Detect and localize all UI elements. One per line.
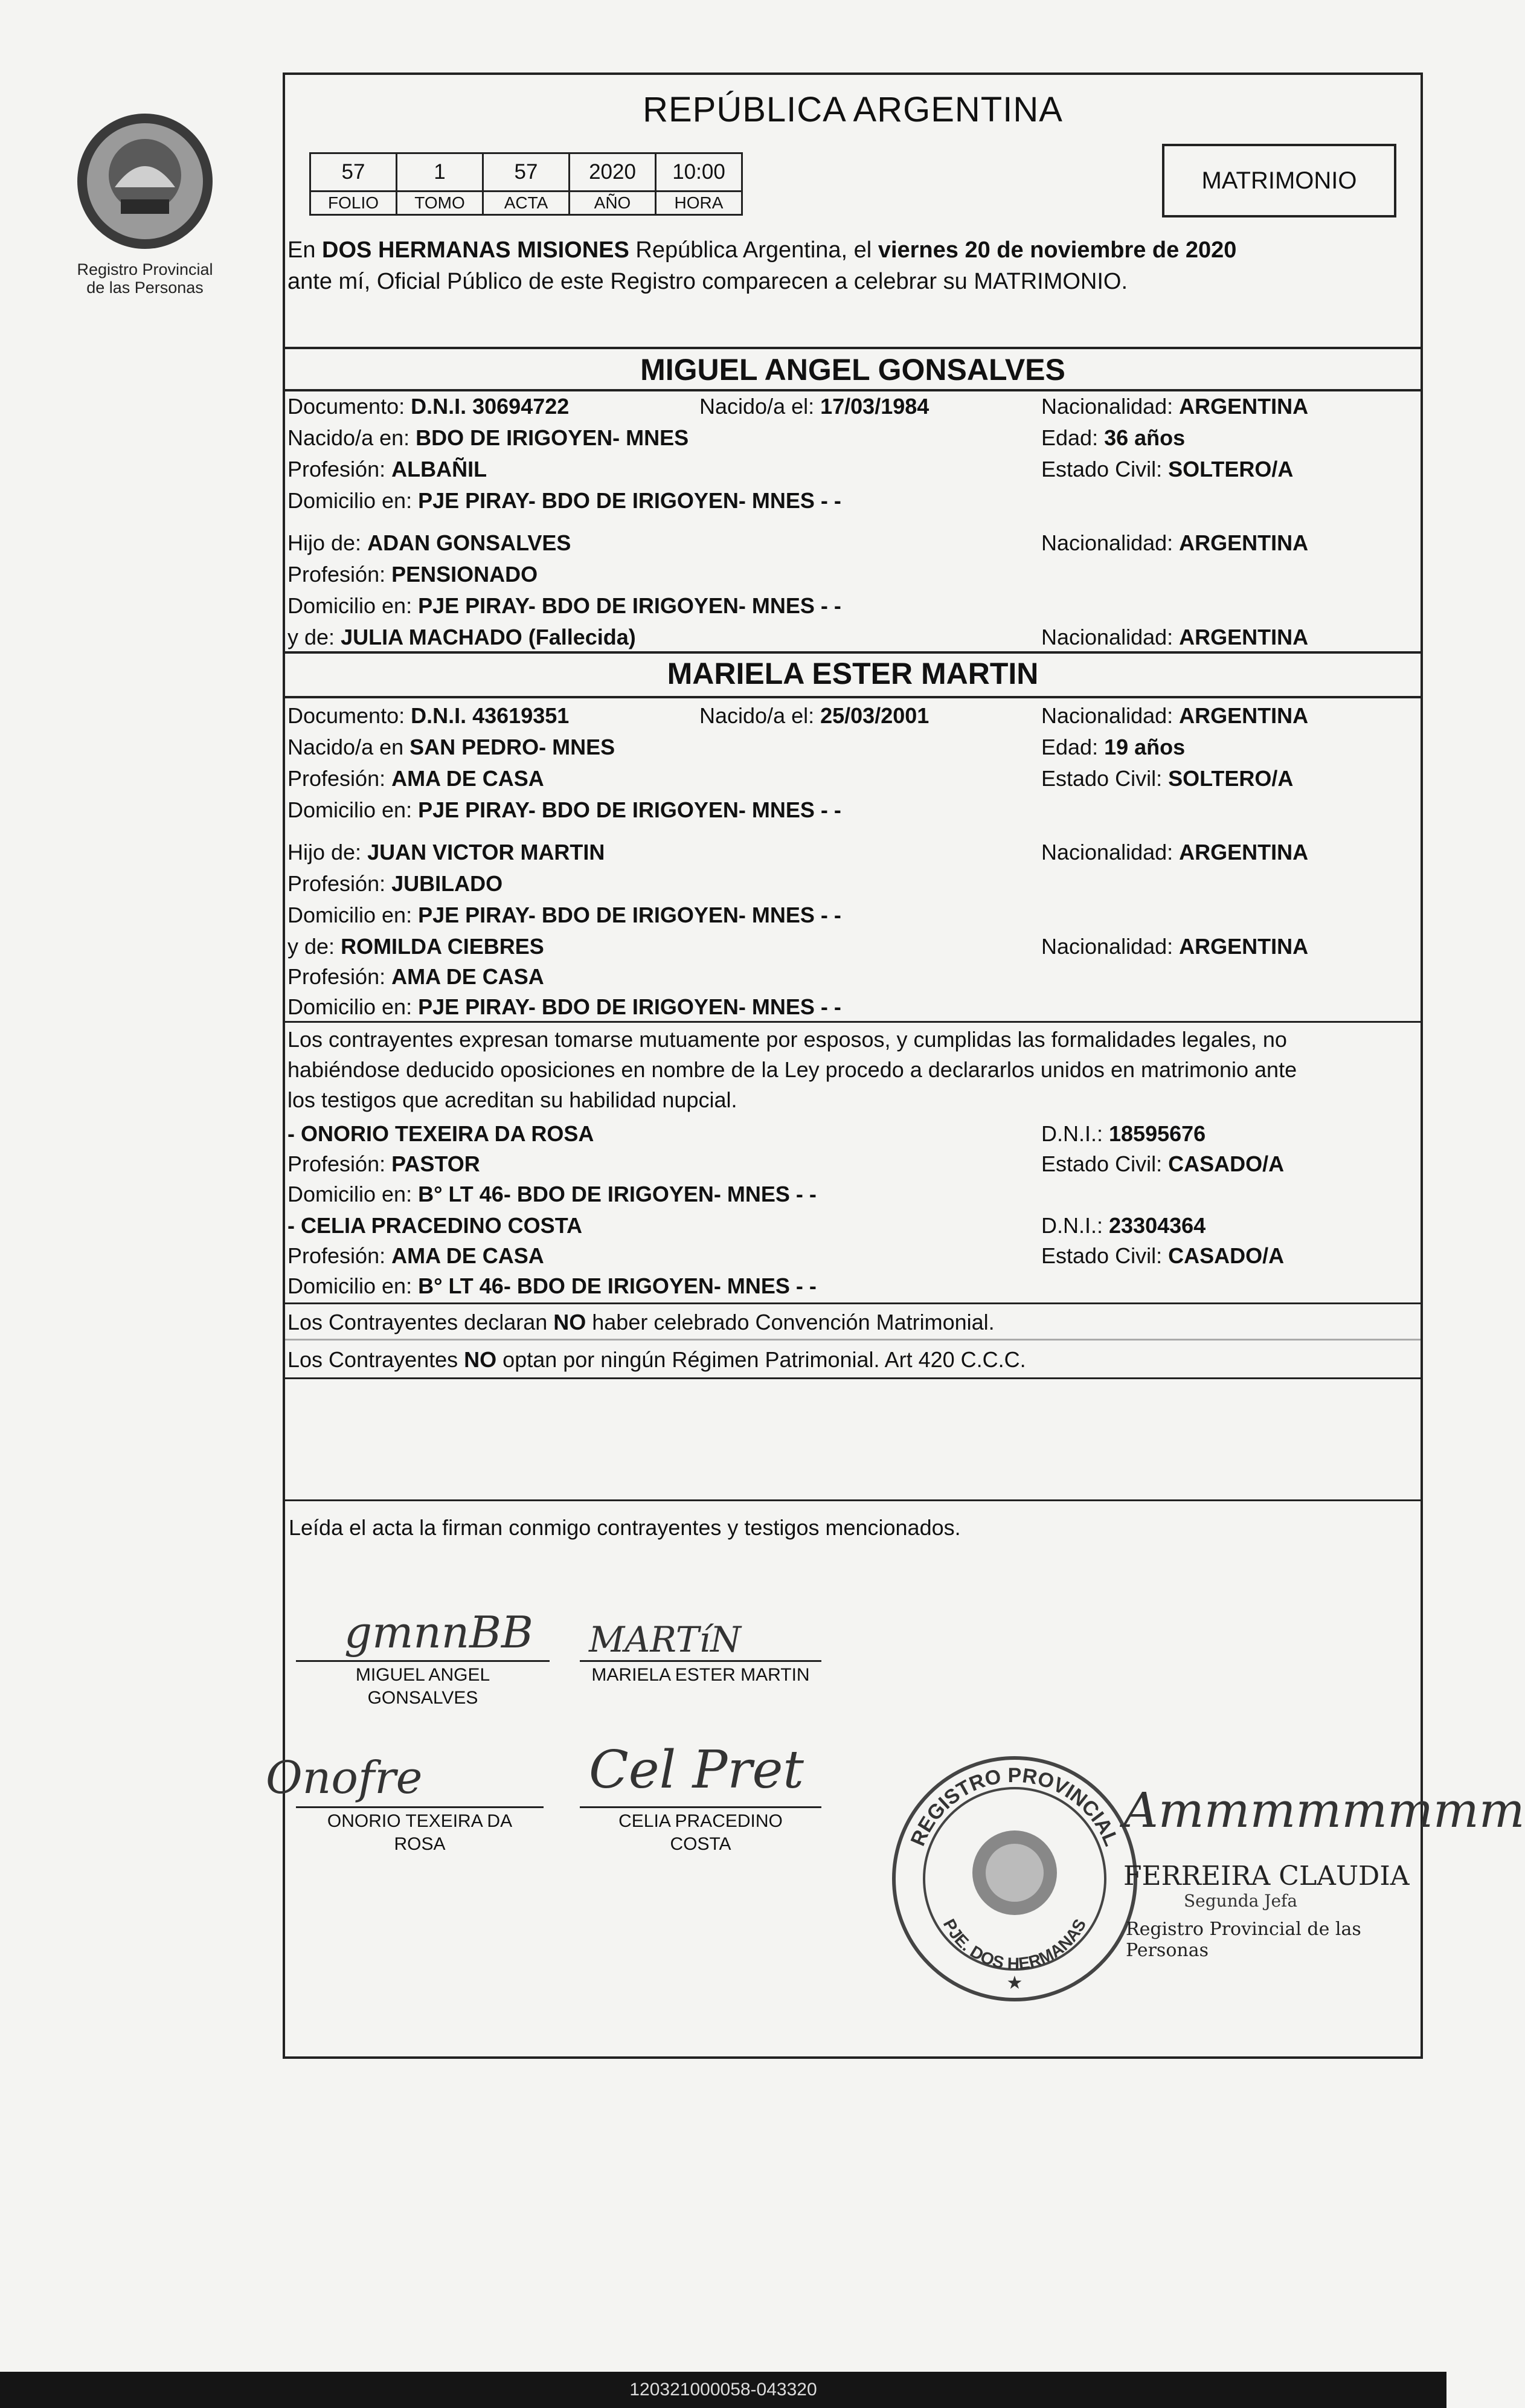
bride-born: Nacido/a el: 25/03/2001 — [699, 703, 929, 728]
hora-label: HORA — [656, 192, 742, 215]
bride-father-nationality: Nacionalidad: ARGENTINA — [1041, 840, 1309, 864]
witness-1-civil-status: Estado Civil: CASADO/A — [1041, 1151, 1285, 1176]
page-title: REPÚBLICA ARGENTINA — [643, 90, 1063, 129]
closing-text: Leída el acta la firman conmigo contrayentes y testigos mencionados. — [289, 1515, 961, 1540]
divider — [283, 1302, 1423, 1304]
seal-icon — [888, 1752, 1141, 2006]
convention-statement: Los Contrayentes declaran NO haber celebrado Convención Matrimonial. — [287, 1310, 995, 1334]
signature-caption-bride: MARIELA ESTER MARTIN — [591, 1665, 810, 1685]
witness-1-profession: Profesión: PASTOR — [287, 1151, 480, 1176]
groom-father-address: Domicilio en: PJE PIRAY- BDO DE IRIGOYEN- MNES - - — [287, 593, 841, 618]
bride-address: Domicilio en: PJE PIRAY- BDO DE IRIGOYEN- MNES - - — [287, 797, 841, 822]
groom-mother: y de: JULIA MACHADO (Fallecida) — [287, 625, 636, 649]
signature-line — [580, 1806, 821, 1808]
registry-label: Registro Provincial de las Personas — [77, 260, 213, 297]
folio-value: 57 — [310, 153, 397, 192]
bride-father: Hijo de: JUAN VICTOR MARTIN — [287, 840, 605, 864]
bride-mother-address: Domicilio en: PJE PIRAY- BDO DE IRIGOYEN- MNES - - — [287, 994, 841, 1019]
intro-place: DOS HERMANAS MISIONES — [322, 237, 629, 263]
groom-nationality: Nacionalidad: ARGENTINA — [1041, 394, 1309, 419]
declaration-line: habiéndose deducido oposiciones en nombre de la Ley procedo a declararlos unidos en matrimonio ante — [287, 1057, 1297, 1082]
register-table — [309, 152, 743, 216]
tomo-value: 1 — [397, 153, 483, 192]
groom-profession: Profesión: ALBAÑIL — [287, 457, 487, 481]
hora-value: 10:00 — [656, 153, 742, 192]
bride-name: MARIELA ESTER MARTIN — [667, 657, 1039, 691]
witness-2-dni: D.N.I.: 23304364 — [1041, 1213, 1206, 1238]
bride-civil-status: Estado Civil: SOLTERO/A — [1041, 766, 1294, 791]
witness-2-civil-status: Estado Civil: CASADO/A — [1041, 1243, 1285, 1268]
folio-label: FOLIO — [310, 192, 397, 215]
registry-logo — [72, 109, 217, 297]
groom-born: Nacido/a el: 17/03/1984 — [699, 394, 929, 419]
divider — [283, 651, 1423, 654]
bride-mother-profession: Profesión: AMA DE CASA — [287, 964, 544, 989]
groom-father-nationality: Nacionalidad: ARGENTINA — [1041, 530, 1309, 555]
signature-groom: gmnnBB — [344, 1607, 533, 1658]
official-name: FERREIRA CLAUDIA — [1123, 1861, 1410, 1891]
divider — [283, 1021, 1423, 1023]
intro-date: viernes 20 de noviembre de 2020 — [878, 237, 1237, 263]
certificate-type: MATRIMONIO — [1162, 144, 1396, 217]
svg-text:★: ★ — [1006, 1973, 1023, 1993]
signature-witness-1: Onofre — [266, 1752, 423, 1804]
signature-caption-witness-2: CELIA PRACEDINO COSTA — [618, 1811, 783, 1854]
divider — [283, 1499, 1423, 1501]
signature-caption-groom: MIGUEL ANGEL GONSALVES — [355, 1665, 490, 1708]
groom-birthplace: Nacido/a en: BDO DE IRIGOYEN- MNES — [287, 425, 689, 450]
declaration-line: los testigos que acreditan su habilidad nupcial. — [287, 1087, 737, 1112]
groom-doc: Documento: D.N.I. 30694722 — [287, 394, 570, 419]
bride-father-profession: Profesión: JUBILADO — [287, 871, 503, 896]
groom-mother-nationality: Nacionalidad: ARGENTINA — [1041, 625, 1309, 649]
bride-mother: y de: ROMILDA CIEBRES — [287, 934, 544, 959]
signature-line — [296, 1660, 550, 1662]
official-organization: Registro Provincial de las Personas — [1126, 1919, 1361, 1961]
witness-2-name: - CELIA PRACEDINO COSTA — [287, 1213, 583, 1238]
acta-value: 57 — [483, 153, 570, 192]
seal-outer-text: REGISTRO PROVINCIAL — [906, 1763, 1123, 1850]
groom-age: Edad: 36 años — [1041, 425, 1186, 450]
tomo-label: TOMO — [397, 192, 483, 215]
divider — [283, 347, 1423, 349]
groom-father-profession: Profesión: PENSIONADO — [287, 562, 538, 587]
divider — [285, 1339, 1421, 1341]
signature-line — [580, 1660, 821, 1662]
anio-label: AÑO — [570, 192, 656, 215]
groom-civil-status: Estado Civil: SOLTERO/A — [1041, 457, 1294, 481]
signature-official: Ammmmmmmm — [1123, 1782, 1525, 1838]
groom-address: Domicilio en: PJE PIRAY- BDO DE IRIGOYEN- MNES - - — [287, 488, 841, 513]
bride-mother-nationality: Nacionalidad: ARGENTINA — [1041, 934, 1309, 959]
acta-label: ACTA — [483, 192, 570, 215]
official-seal — [888, 1752, 1141, 2006]
witness-2-address: Domicilio en: B° LT 46- BDO DE IRIGOYEN- MNES - - — [287, 1273, 817, 1298]
province-seal-icon — [72, 109, 217, 254]
signature-witness-2: Cel Pret — [589, 1740, 804, 1800]
bride-father-address: Domicilio en: PJE PIRAY- BDO DE IRIGOYEN- MNES - - — [287, 903, 841, 927]
witness-1-dni: D.N.I.: 18595676 — [1041, 1121, 1206, 1146]
groom-name: MIGUEL ANGEL GONSALVES — [640, 353, 1065, 387]
witness-2-profession: Profesión: AMA DE CASA — [287, 1243, 544, 1268]
intro-text: En DOS HERMANAS MISIONES República Argentina, el viernes 20 de noviembre de 2020 ante mí, Oficial Público de este Registro comparecen a celebrar su MATRIMONIO. — [287, 237, 1237, 294]
bride-birthplace: Nacido/a en SAN PEDRO- MNES — [287, 735, 615, 759]
witness-1-name: - ONORIO TEXEIRA DA ROSA — [287, 1121, 594, 1146]
signature-line — [296, 1806, 544, 1808]
groom-father: Hijo de: ADAN GONSALVES — [287, 530, 571, 555]
bride-profession: Profesión: AMA DE CASA — [287, 766, 544, 791]
witness-1-address: Domicilio en: B° LT 46- BDO DE IRIGOYEN- MNES - - — [287, 1182, 817, 1206]
bride-nationality: Nacionalidad: ARGENTINA — [1041, 703, 1309, 728]
anio-value: 2020 — [570, 153, 656, 192]
bride-doc: Documento: D.N.I. 43619351 — [287, 703, 570, 728]
seal-inner-text: PJE. DOS HERMANAS — [939, 1916, 1090, 1974]
document-id-footer: 120321000058-043320 — [0, 2372, 1446, 2408]
signature-bride: MARTíN — [589, 1619, 741, 1660]
divider — [283, 1377, 1423, 1379]
divider — [283, 696, 1423, 698]
signature-caption-witness-1: ONORIO TEXEIRA DA ROSA — [327, 1811, 513, 1854]
regime-statement: Los Contrayentes NO optan por ningún Régimen Patrimonial. Art 420 C.C.C. — [287, 1347, 1026, 1372]
bride-age: Edad: 19 años — [1041, 735, 1186, 759]
declaration-line: Los contrayentes expresan tomarse mutuamente por esposos, y cumplidas las formalidades legales, no — [287, 1027, 1287, 1052]
official-role: Segunda Jefa — [1184, 1891, 1298, 1911]
